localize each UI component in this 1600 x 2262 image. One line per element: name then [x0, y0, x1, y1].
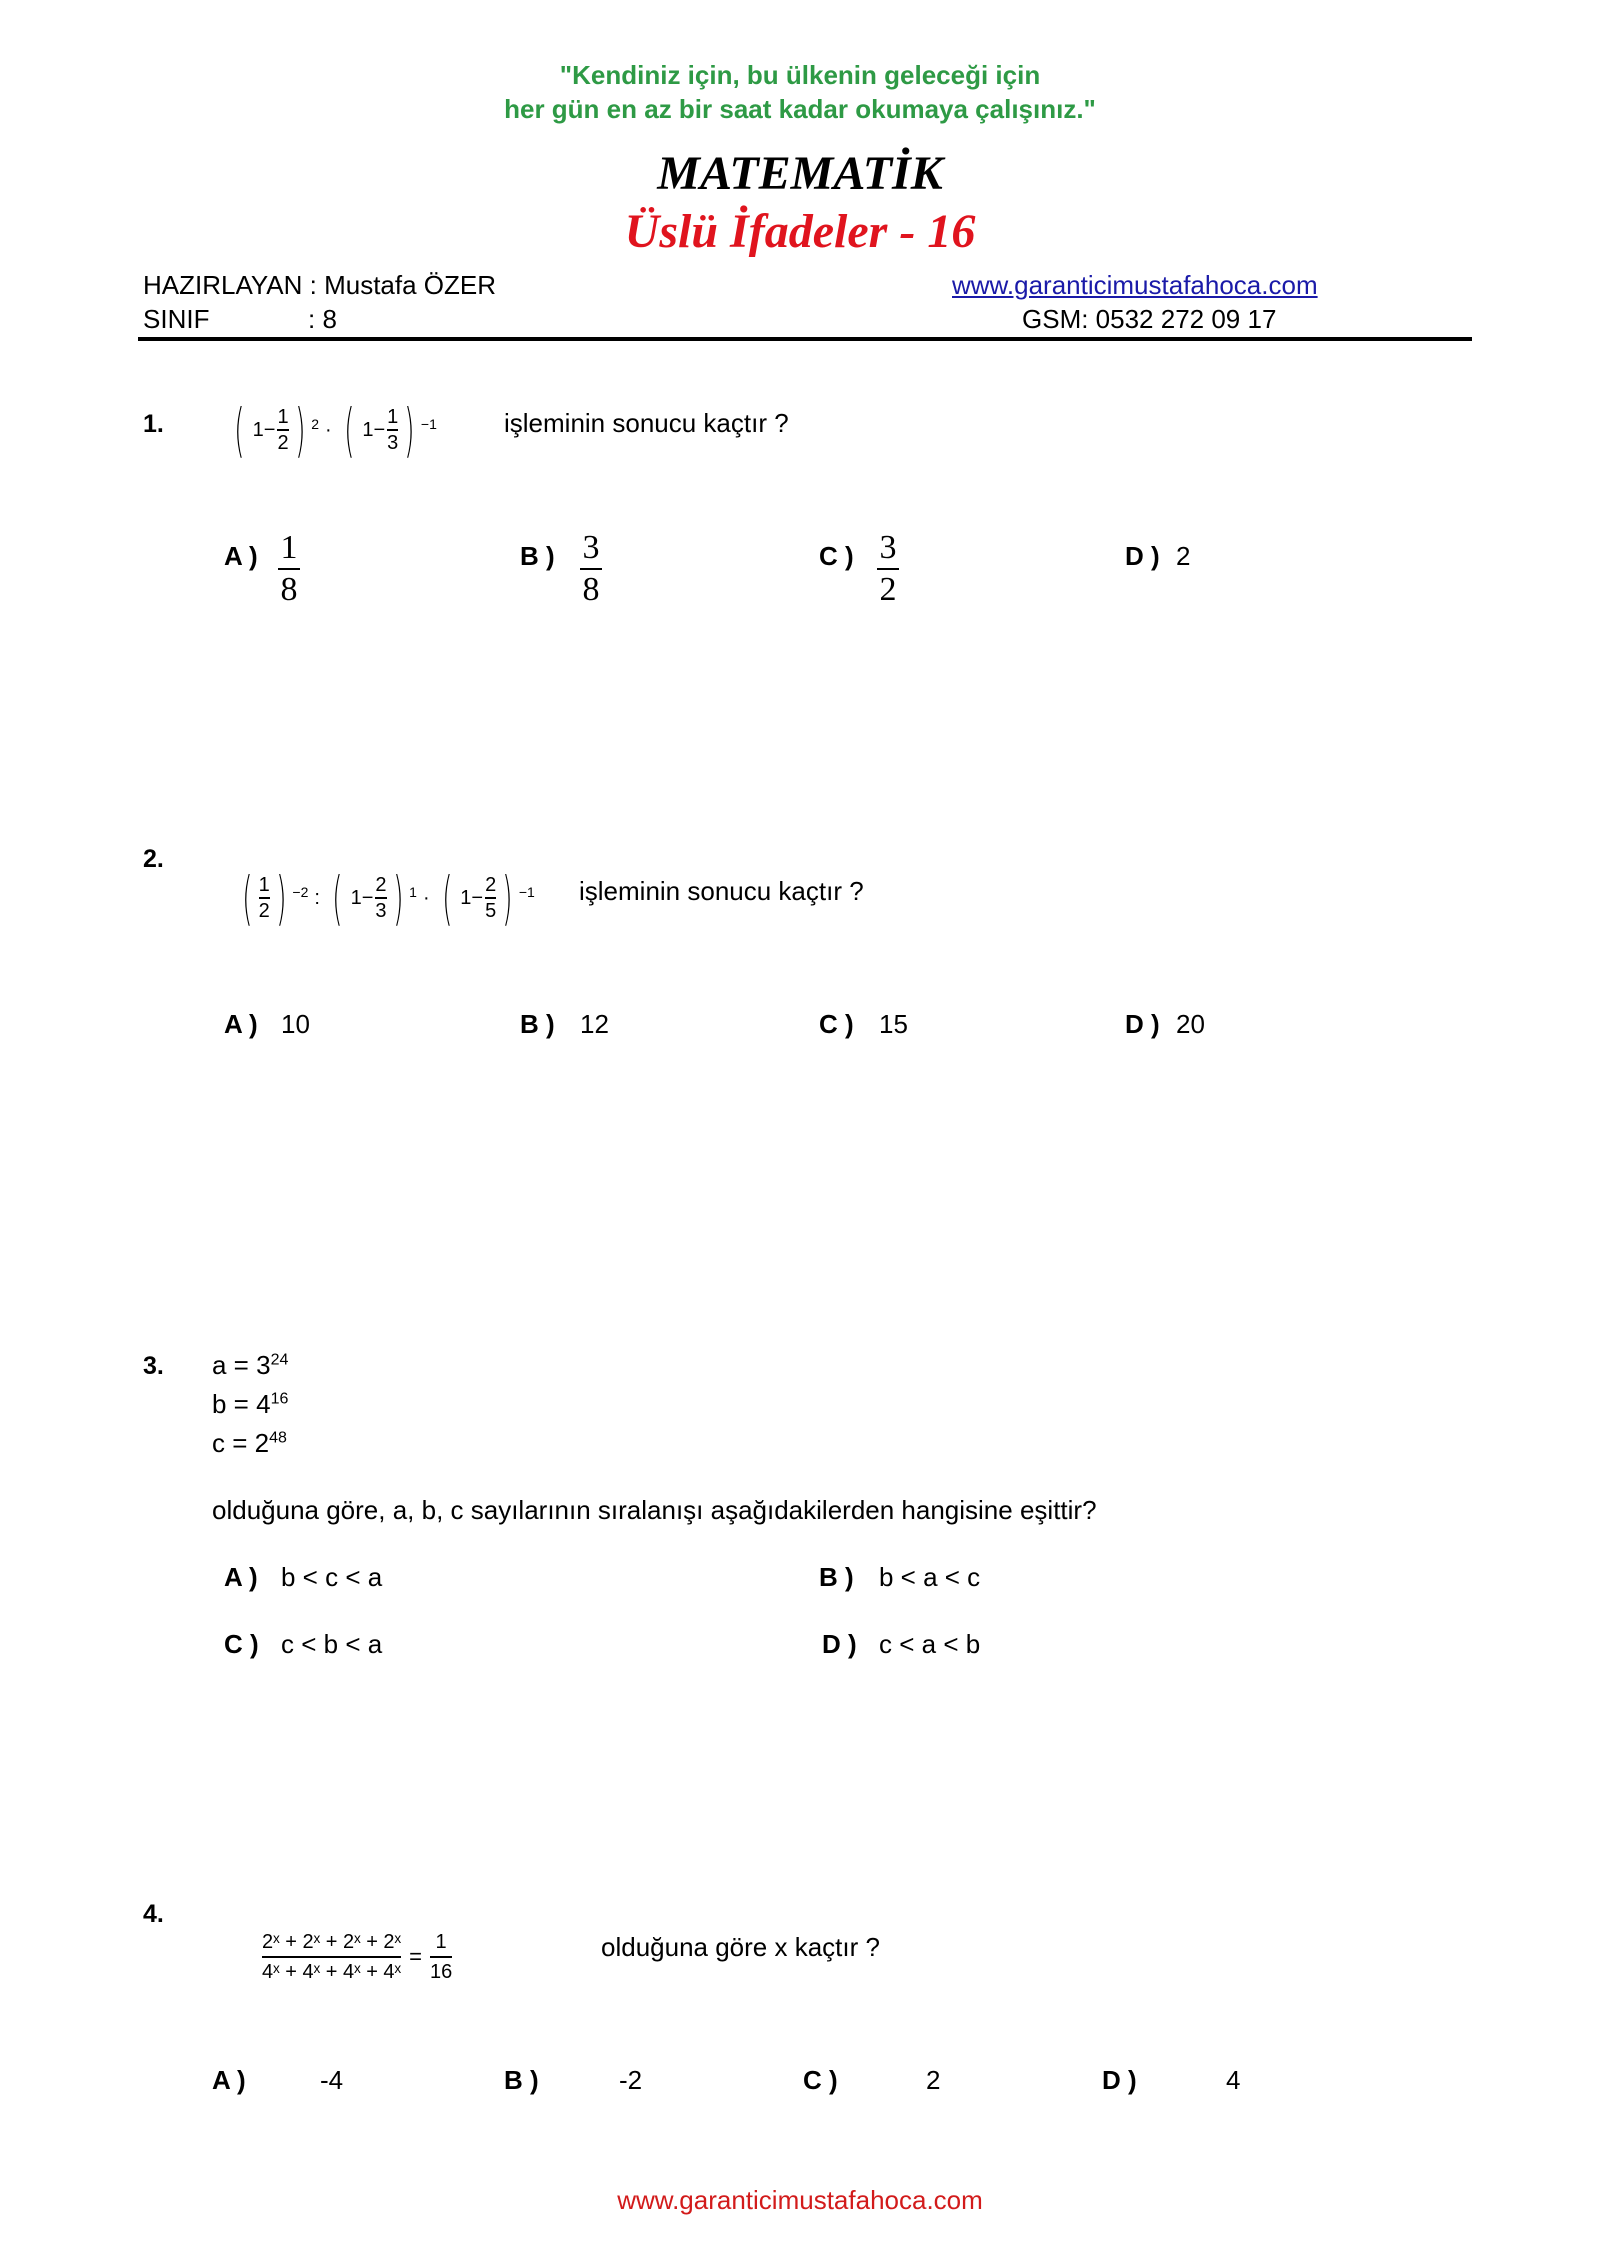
footer-website[interactable]: www.garanticimustafahoca.com — [617, 2185, 983, 2215]
question-1-prompt: işleminin sonucu kaçtır ? — [504, 408, 789, 438]
q1-option-d-value: 2 — [1176, 541, 1191, 571]
question-3-line-c: $c = 2^{48}$ — [212, 1428, 287, 1458]
q3-option-c-value: c < b < a — [281, 1629, 383, 1659]
question-3-line-b: $b = 4^{16}$ — [212, 1389, 289, 1419]
class-value: : 8 — [308, 304, 337, 334]
q3-option-b-value: b < a < c — [879, 1562, 981, 1592]
q2-option-a-value: 10 — [281, 1009, 310, 1039]
question-4-prompt: olduğuna göre x kaçtır ? — [601, 1932, 880, 1962]
q3-option-a-label[interactable]: A ) — [224, 1562, 258, 1592]
q4-option-c-label[interactable]: C ) — [803, 2065, 838, 2095]
question-2-expression: ( 1 2 ) −2 : ( 1− 2 3 ) 1 · ( 1− 2 5 ) −1 — [242, 864, 535, 932]
q4-option-b-value: -2 — [619, 2065, 643, 2095]
q1-option-a-value: 1 8 — [278, 530, 300, 608]
q4-option-a-label[interactable]: A ) — [212, 2065, 246, 2095]
question-1-number: 1. — [143, 410, 164, 438]
question-4-number: 4. — [143, 1900, 164, 1928]
q2-option-d-value: 20 — [1176, 1009, 1205, 1039]
q3-option-d-label[interactable]: D ) — [822, 1629, 857, 1659]
class-label: SINIF — [143, 304, 210, 334]
q1-option-c-label[interactable]: C ) — [819, 541, 854, 571]
website-link[interactable]: www.garanticimustafahoca.com — [952, 270, 1318, 300]
q3-option-a-value: b < c < a — [281, 1562, 383, 1592]
question-1-expression: ( 1− 1 2 ) 2 · ( 1− 1 3 ) −1 — [234, 396, 437, 464]
question-3-number: 3. — [143, 1352, 164, 1380]
q1-option-b-label[interactable]: B ) — [520, 541, 555, 571]
topic-title: Üslü İfadeler - 16 — [624, 205, 976, 258]
q2-option-a-label[interactable]: A ) — [224, 1009, 258, 1039]
question-3-line-a: $a = 3^{24}$ — [212, 1350, 289, 1380]
q3-option-d-value: c < a < b — [879, 1629, 981, 1659]
q4-option-b-label[interactable]: B ) — [504, 2065, 539, 2095]
q4-option-d-label[interactable]: D ) — [1102, 2065, 1137, 2095]
q1-option-b-value: 3 8 — [580, 530, 602, 608]
q4-option-a-value: -4 — [320, 2065, 344, 2095]
q2-option-b-value: 12 — [580, 1009, 609, 1039]
question-3-prompt: olduğuna göre, a, b, c sayılarının sıralanışı aşağıdakilerden hangisine eşittir? — [212, 1495, 1097, 1525]
header-divider — [138, 337, 1472, 341]
q2-option-c-label[interactable]: C ) — [819, 1009, 854, 1039]
author-label: HAZIRLAYAN : Mustafa ÖZER — [143, 270, 497, 300]
motto-line-2: her gün en az bir saat kadar okumaya çalışınız." — [504, 94, 1096, 124]
motto-line-1: "Kendiniz için, bu ülkenin geleceği için — [559, 60, 1041, 90]
q1-option-d-label[interactable]: D ) — [1125, 541, 1160, 571]
question-2-number: 2. — [143, 845, 164, 873]
q1-option-a-label[interactable]: A ) — [224, 541, 258, 571]
q1-option-c-value: 3 2 — [877, 530, 899, 608]
q4-option-c-value: 2 — [926, 2065, 941, 2095]
phone-number: GSM: 0532 272 09 17 — [1022, 304, 1277, 334]
subject-title: MATEMATİK — [657, 147, 943, 200]
question-4-equation: 2ˣ + 2ˣ + 2ˣ + 2ˣ 4ˣ + 4ˣ + 4ˣ + 4ˣ = 1 16 — [262, 1931, 453, 1983]
q2-option-b-label[interactable]: B ) — [520, 1009, 555, 1039]
q2-option-d-label[interactable]: D ) — [1125, 1009, 1160, 1039]
q3-option-c-label[interactable]: C ) — [224, 1629, 259, 1659]
q2-option-c-value: 15 — [879, 1009, 908, 1039]
question-2-prompt: işleminin sonucu kaçtır ? — [579, 876, 864, 906]
q4-option-d-value: 4 — [1226, 2065, 1241, 2095]
q3-option-b-label[interactable]: B ) — [819, 1562, 854, 1592]
